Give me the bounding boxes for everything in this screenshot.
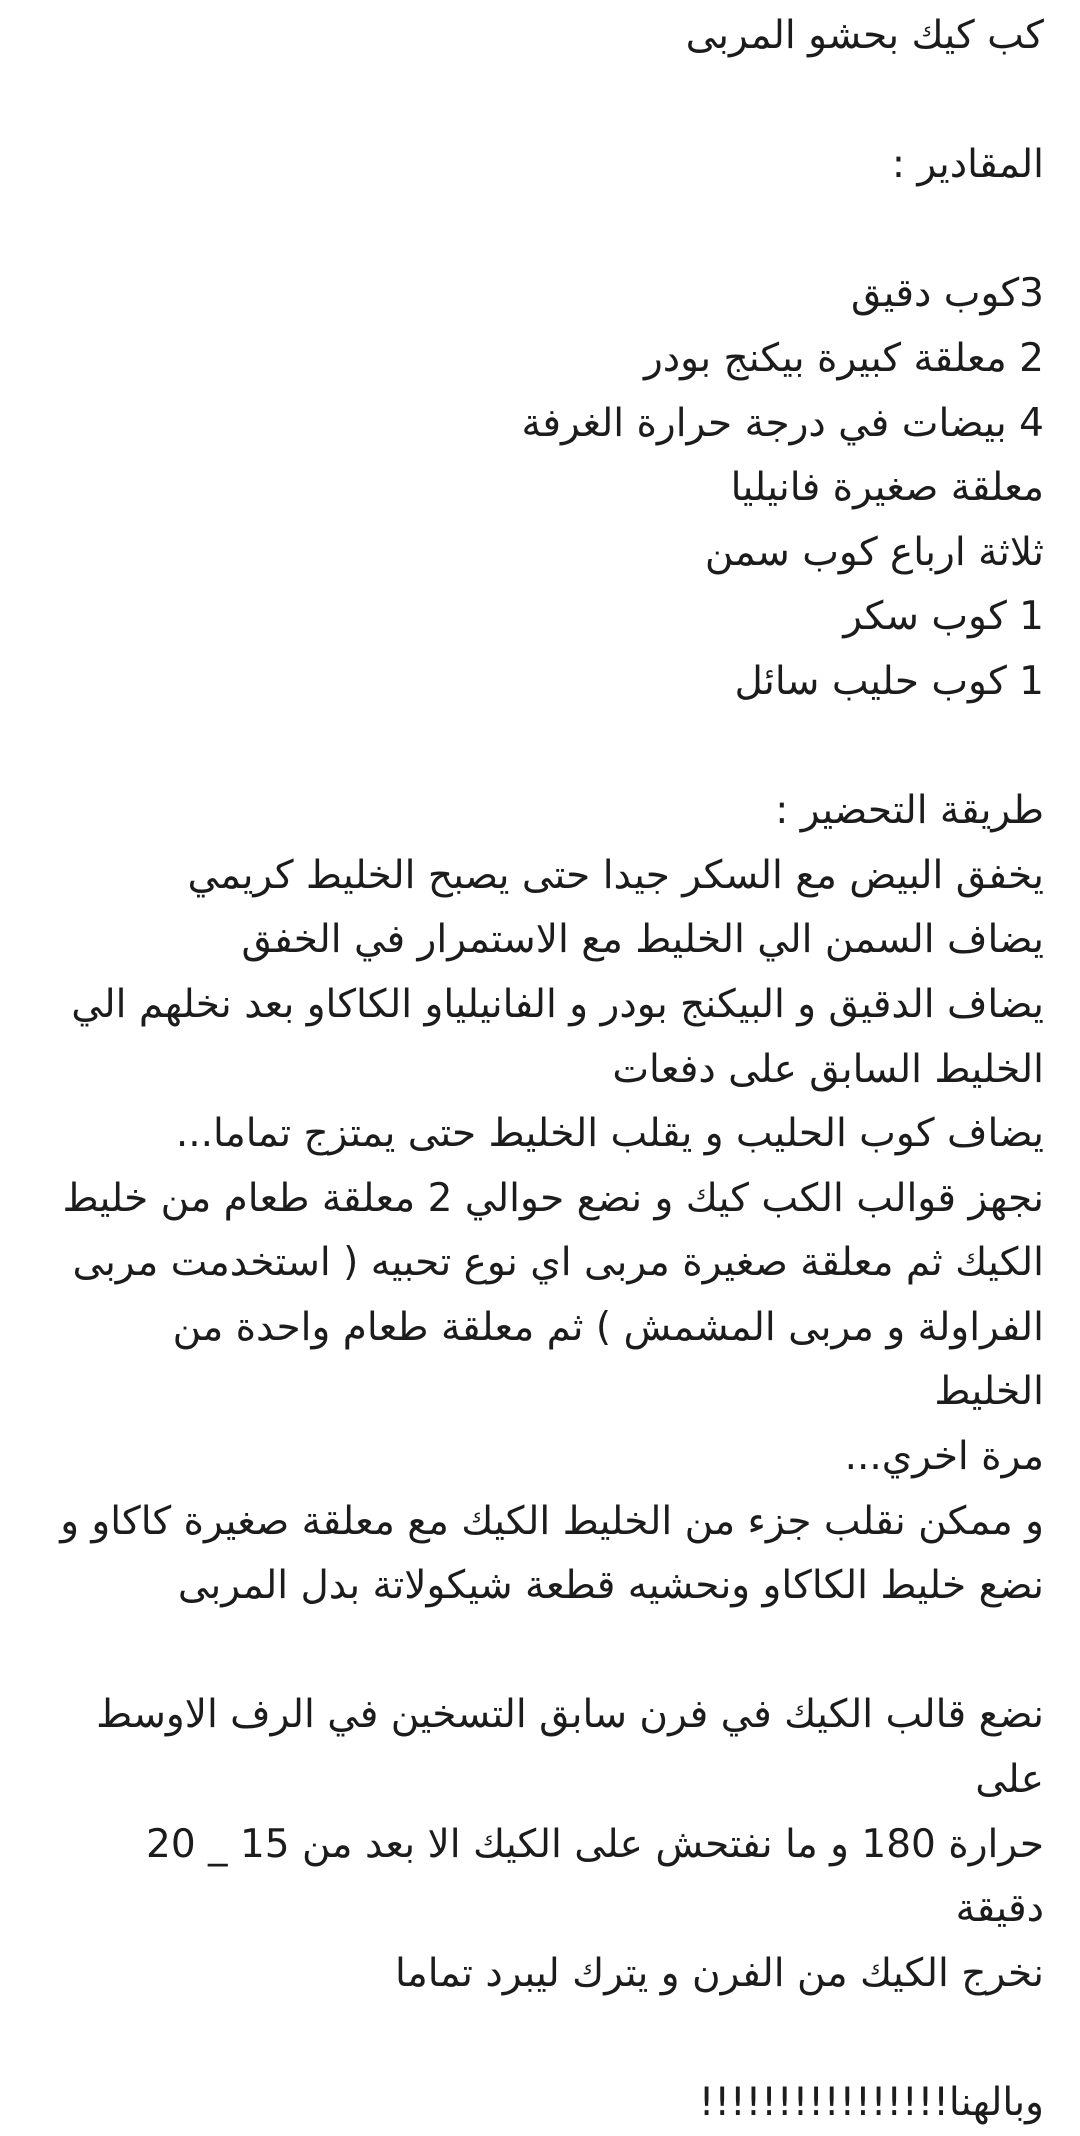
ingredient-line: 1 كوب سكر bbox=[843, 594, 1044, 640]
method-heading: طريقة التحضير : bbox=[775, 788, 1044, 834]
baking-line: نخرج الكيك من الفرن و يترك ليبرد تماما bbox=[394, 1950, 1044, 1996]
blank-line bbox=[56, 2006, 1044, 2071]
method-line: نجهز قوالب الكب كيك و نضع حوالي 2 معلقة طعام من خليط bbox=[62, 1175, 1044, 1221]
method-line: يضاف السمن الي الخليط مع الاستمرار في الخفق bbox=[241, 917, 1044, 963]
baking-line: حرارة 180 و ما نفتحش على الكيك الا بعد من 15 _ 20 دقيقة bbox=[133, 1821, 1044, 1932]
method-line: نضع خليط الكاكاو ونحشيه قطعة شيكولاتة بدل المربى bbox=[177, 1563, 1044, 1609]
blank-line bbox=[56, 1619, 1044, 1684]
ingredients-heading: المقادير : bbox=[891, 142, 1044, 188]
method-line: الفراولة و مربى المشمش ) ثم معلقة طعام واحدة من الخليط bbox=[160, 1304, 1044, 1415]
method-line: الخليط السابق على دفعات bbox=[612, 1046, 1044, 1092]
blank-line bbox=[56, 198, 1044, 263]
ingredient-line: ثلاثة ارباع كوب سمن bbox=[704, 529, 1044, 575]
ingredient-line: 4 بيضات في درجة حرارة الغرفة bbox=[521, 400, 1044, 446]
ingredient-line: معلقة صغيرة فانيليا bbox=[730, 465, 1044, 511]
method-line: الكيك ثم معلقة صغيرة مربى اي نوع تحبيه ( استخدمت مربى bbox=[72, 1240, 1044, 1286]
baking-line: نضع قالب الكيك في فرن سابق التسخين في الرف الاوسط على bbox=[83, 1692, 1044, 1803]
ingredient-line: 3كوب دقيق bbox=[851, 271, 1044, 317]
recipe-title: كب كيك بحشو المربى bbox=[685, 13, 1044, 58]
method-line: يضاف كوب الحليب و يقلب الخليط حتى يمتزج تماما... bbox=[175, 1111, 1044, 1157]
note-body[interactable] bbox=[56, 4, 1044, 2136]
blank-line bbox=[56, 715, 1044, 780]
ingredient-line: 1 كوب حليب سائل bbox=[734, 658, 1044, 704]
method-line: يضاف الدقيق و البيكنج بودر و الفانيلياو الكاكاو بعد نخلهم الي bbox=[71, 981, 1044, 1027]
ingredient-line: 2 معلقة كبيرة بيكنج بودر bbox=[643, 335, 1044, 381]
method-line: مرة اخري... bbox=[844, 1434, 1044, 1480]
closing-line: وبالهنا!!!!!!!!!!!!!!!! bbox=[698, 2080, 1044, 2125]
method-line: يخفق البيض مع السكر جيدا حتى يصبح الخليط كريمي bbox=[187, 852, 1044, 898]
blank-line bbox=[56, 69, 1044, 134]
method-line: و ممكن نقلب جزء من الخليط الكيك مع معلقة صغيرة كاكاو و bbox=[60, 1498, 1044, 1544]
